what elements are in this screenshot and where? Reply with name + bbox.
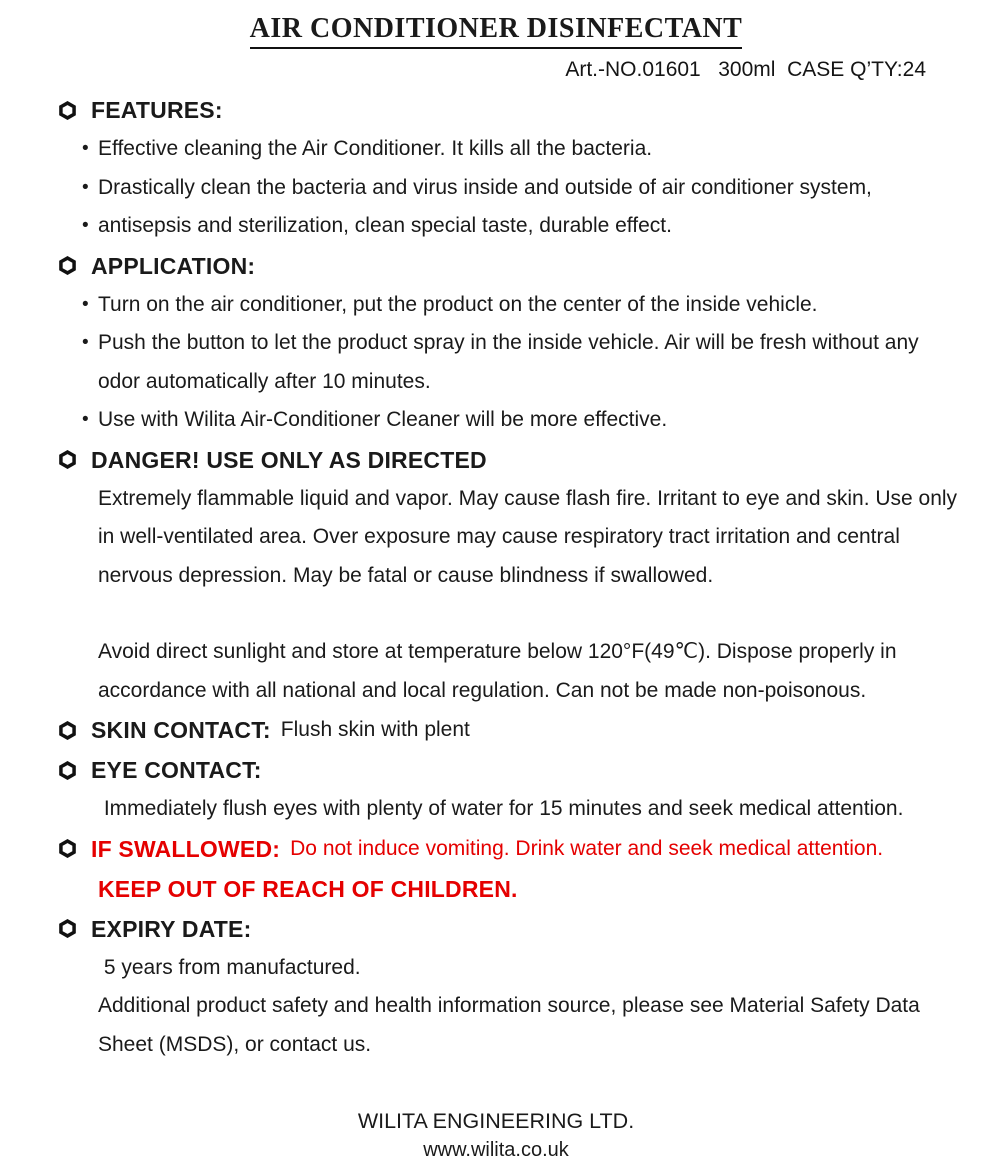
bullet-text: Use with Wilita Air-Conditioner Cleaner will be more effective.: [98, 408, 668, 431]
document-body: [30, 90, 962, 1064]
bullet-dot-icon: •: [82, 293, 89, 315]
hexagon-nut-icon: [58, 839, 77, 858]
section-header: [58, 750, 962, 790]
bullet-item: [82, 401, 962, 440]
bullet-item: [82, 130, 962, 169]
company-name: WILITA ENGINEERING LTD.: [357, 1109, 635, 1133]
hexagon-nut-icon: [58, 721, 77, 740]
section-title: IF SWALLOWED:: [91, 835, 281, 862]
section-header: [58, 440, 962, 480]
bullet-dot-icon: •: [82, 138, 89, 159]
section-header: [58, 909, 962, 949]
paragraph: 5 years from manufactured.: [98, 955, 361, 979]
bullet-item: [82, 324, 962, 401]
footer: [30, 1106, 962, 1164]
hexagon-nut-icon: [58, 761, 77, 780]
paragraph: Avoid direct sunlight and store at temperature below 120°F(49℃). Dispose properly in accordance with all national and local regulation. Can not be made non-poisonous.: [98, 640, 903, 702]
page-title-text: AIR CONDITIONER DISINFECTANT: [250, 12, 743, 49]
bullet-text: antisepsis and sterilization, clean special taste, durable effect.: [98, 214, 672, 237]
bullet-text: Drastically clean the bacteria and virus inside and outside of air conditioner system,: [98, 175, 872, 199]
paragraph: Immediately flush eyes with plenty of water for 15 minutes and seek medical attention.: [98, 797, 904, 820]
bullet-dot-icon: •: [82, 176, 89, 198]
page-title: [30, 12, 962, 49]
section-inline-text: Flush skin with plent: [280, 718, 470, 741]
section-title: DANGER! USE ONLY AS DIRECTED: [91, 446, 487, 473]
bullet-dot-icon: •: [82, 332, 89, 353]
hexagon-nut-icon: [58, 256, 77, 275]
section-header: [58, 829, 962, 869]
paragraph: Additional product safety and health information source, please see Material Safety Data Sheet (MSDS), or contact us.: [98, 994, 926, 1056]
section-title: APPLICATION:: [91, 252, 256, 279]
section-header: [58, 90, 962, 130]
section-header: [58, 710, 962, 750]
section-title: EYE CONTACT:: [91, 757, 262, 783]
bullet-text: Effective cleaning the Air Conditioner. It kills all the bacteria.: [98, 137, 653, 160]
hexagon-nut-icon: [58, 919, 77, 938]
bullet-dot-icon: •: [82, 215, 89, 236]
section-title: EXPIRY DATE:: [91, 915, 252, 942]
article-info-line: Art.-NO.01601 300ml CASE Q’TY:24: [565, 58, 926, 81]
section-header: [58, 246, 962, 286]
warning-line: KEEP OUT OF REACH OF CHILDREN.: [98, 875, 518, 902]
section-title: FEATURES:: [91, 97, 223, 123]
website-url: www.wilita.co.uk: [423, 1139, 569, 1161]
bullet-item: [82, 286, 962, 325]
bullet-text: Push the button to let the product spray in the inside vehicle. Air will be fresh without any odor automatically after 10 minutes.: [98, 331, 919, 393]
blank-line: [30, 595, 962, 633]
bullet-item: [82, 169, 962, 208]
bullet-item: [82, 207, 962, 246]
hexagon-nut-icon: [58, 101, 77, 120]
section-title: SKIN CONTACT:: [91, 717, 271, 743]
section-inline-text: Do not induce vomiting. Drink water and seek medical attention.: [290, 836, 884, 860]
bullet-dot-icon: •: [82, 409, 89, 430]
bullet-text: Turn on the air conditioner, put the product on the center of the inside vehicle.: [98, 292, 818, 316]
hexagon-nut-icon: [58, 450, 77, 469]
paragraph: Extremely flammable liquid and vapor. May cause flash fire. Irritant to eye and skin. Use only in well-ventilated area. Over exposure may cause respiratory tract irritation and central nervous depression. May be fatal or cause blindness if swallowed.: [98, 486, 963, 587]
